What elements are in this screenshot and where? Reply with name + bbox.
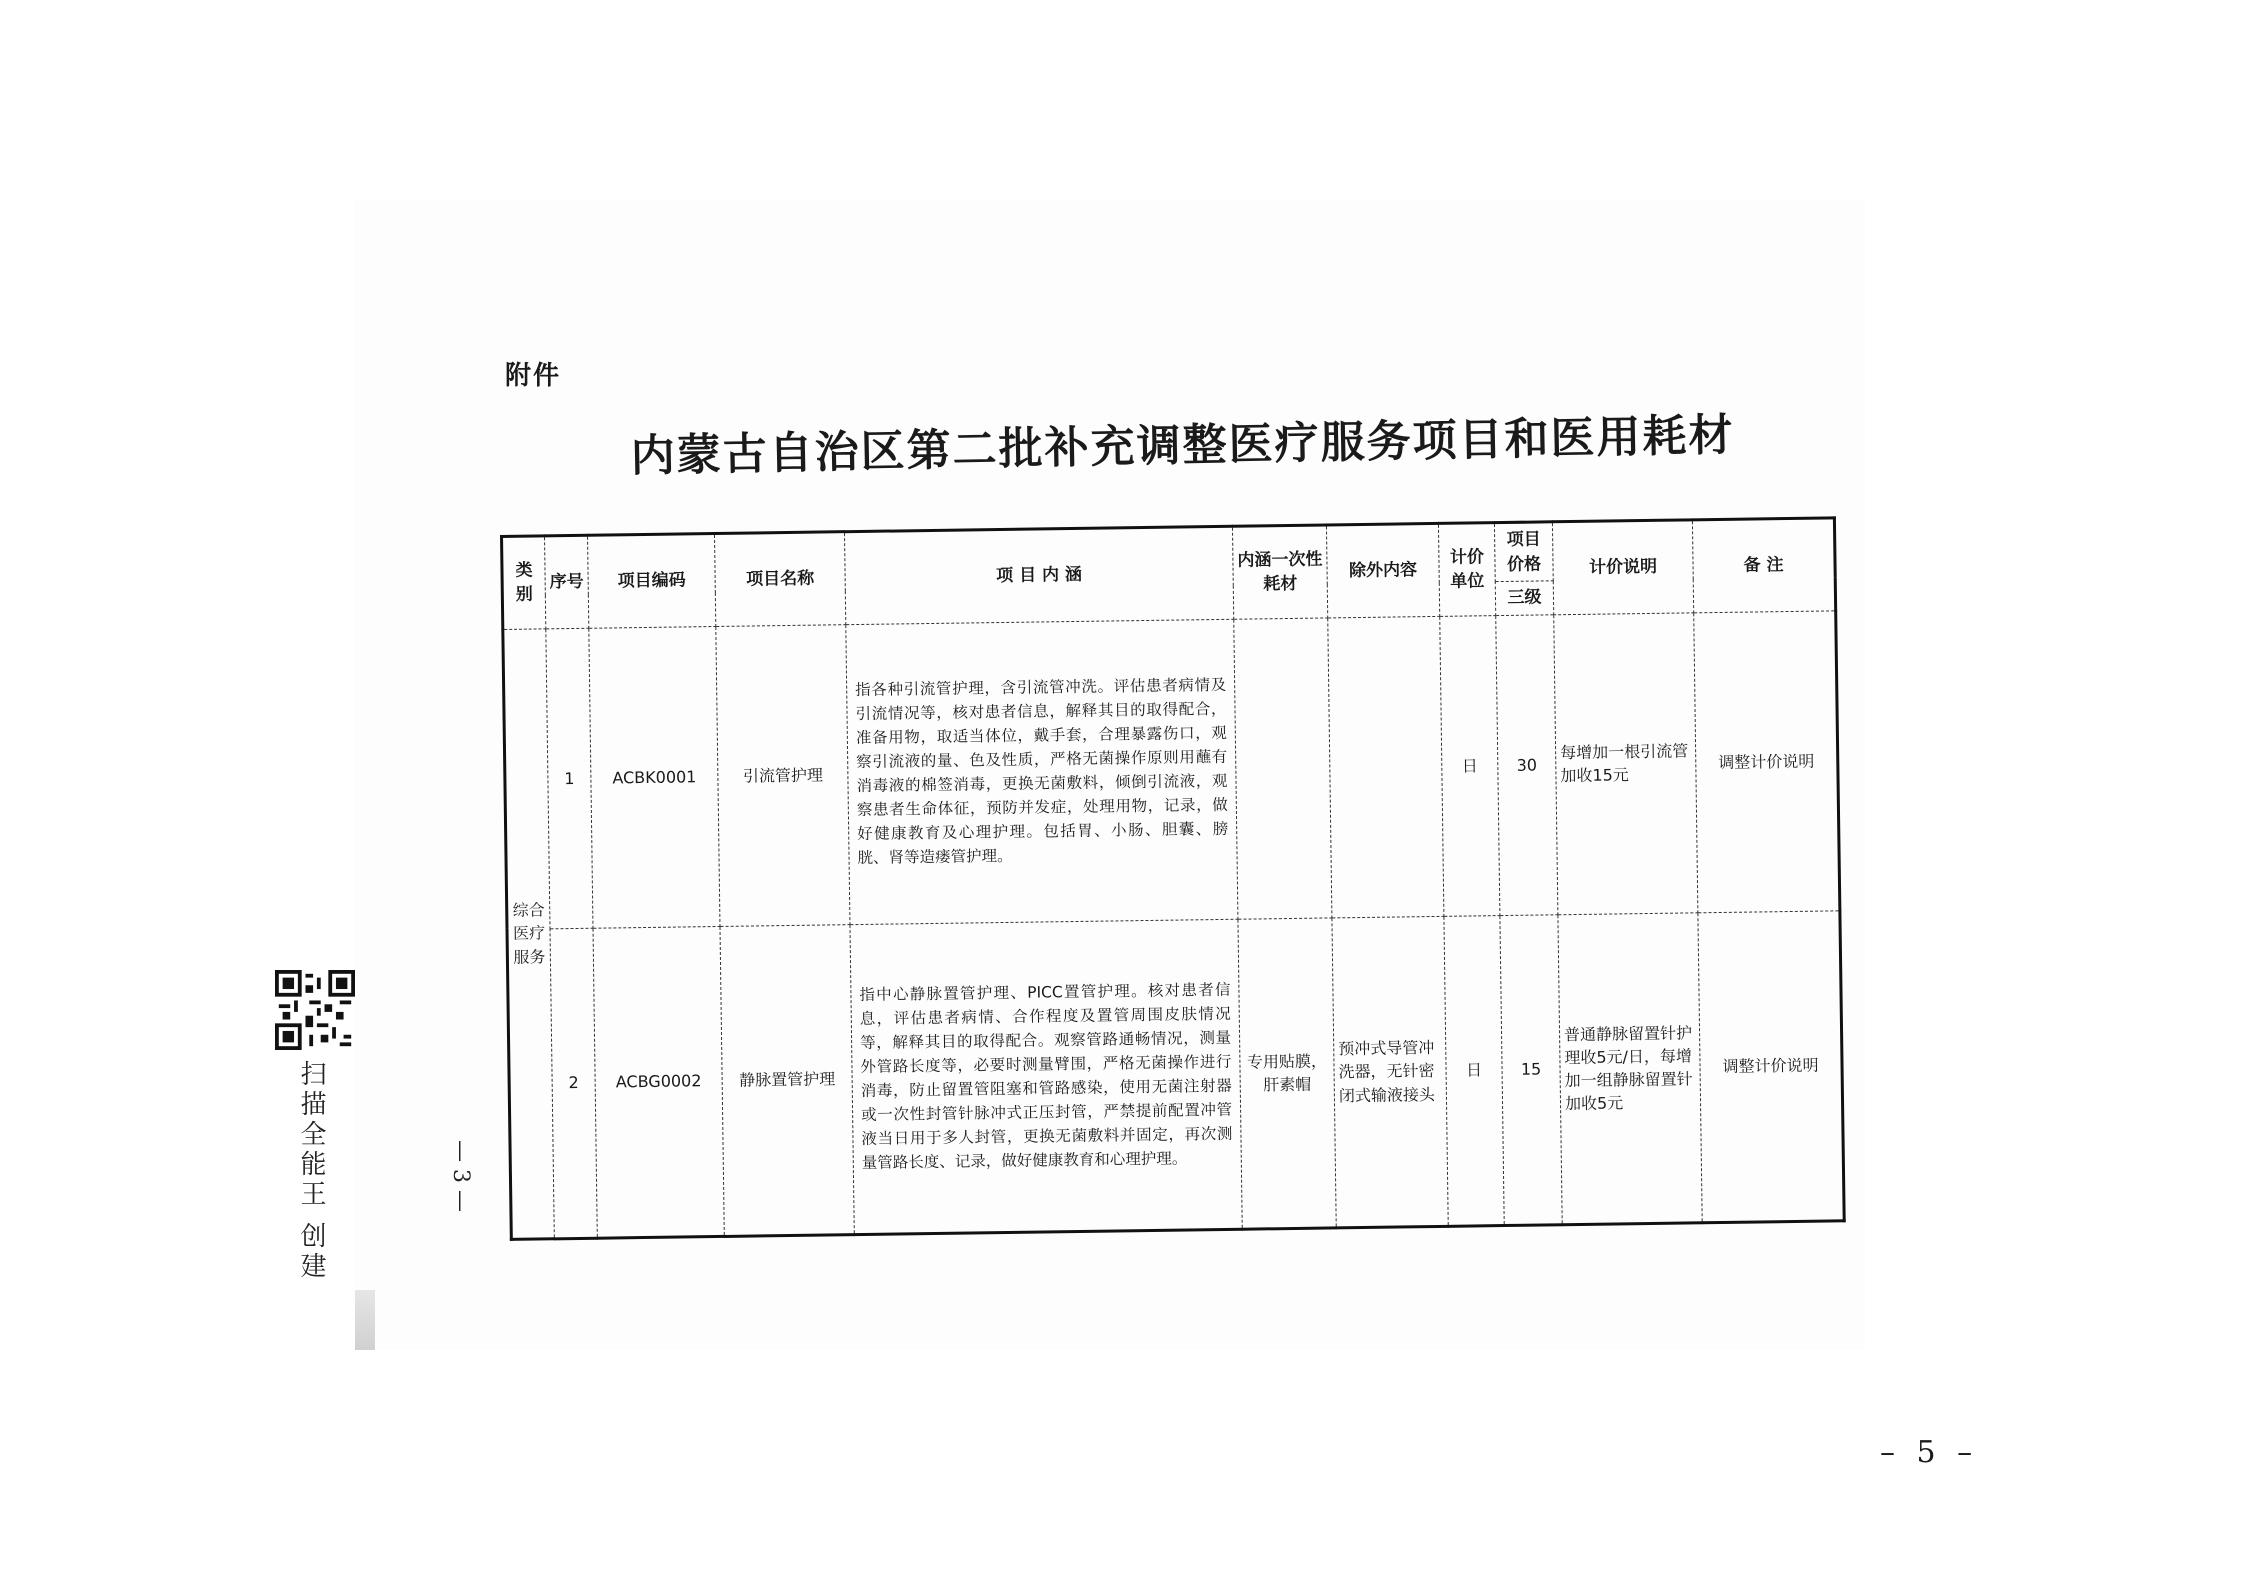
table-row [503, 611, 1840, 930]
pricing-table [500, 516, 1846, 1241]
code-cell: ACBG0002 [593, 926, 724, 1238]
consumable-cell [1234, 618, 1332, 919]
header-category: 类别 [502, 536, 546, 630]
header-code: 项目编码 [588, 534, 716, 629]
scan-shadow [355, 1290, 375, 1350]
excluded-cell: 预冲式导管冲洗器，无针密闭式输液接头 [1332, 916, 1448, 1228]
code-cell: ACBK0001 [589, 626, 720, 928]
page-number: – 5 – [1880, 1435, 1979, 1470]
remarks-cell: 调整计价说明 [1694, 611, 1840, 913]
price-cell: 30 [1496, 615, 1558, 916]
serial-cell: 2 [550, 928, 597, 1239]
unit-cell: 日 [1444, 915, 1504, 1226]
content-cell: 指中心静脉置管护理、PICC置管护理。核对患者信息，评估患者病情、合作程度及置管周围皮肤情况等，解释其目的取得配合。观察管路通畅情况，测量外管路长度等，必要时测量臂围，严格无菌操作进行消毒，防止留置管阻塞和管路感染，使用无菌注射器或一次性封管针脉冲式正压封管，严禁提前配置冲管液当日用于多人封管，更换无菌敷料并固定，再次测量管路长度、记录，做好健康教育和心理护理。 [850, 919, 1242, 1234]
qr-code-icon [275, 970, 355, 1050]
document-title: 内蒙古自治区第二批补充调整医疗服务项目和医用耗材 [630, 409, 1735, 482]
table-container [500, 516, 1846, 1241]
header-serial: 序号 [545, 535, 589, 629]
consumable-cell: 专用贴膜，肝素帽 [1238, 918, 1336, 1229]
name-cell: 引流管护理 [716, 625, 850, 927]
scanner-watermark: 扫描全能王 创建 [296, 1060, 326, 1283]
header-pricing-note: 计价说明 [1552, 520, 1693, 615]
header-content: 项 目 内 涵 [844, 526, 1233, 624]
name-cell: 静脉置管护理 [720, 925, 854, 1237]
header-price-level: 三级 [1495, 581, 1553, 615]
inner-page-number: — 3 — [448, 1140, 473, 1212]
table-row [507, 911, 1844, 1240]
content-cell: 指各种引流管护理，含引流管冲洗。评估患者病情及引流情况等，核对患者信息，解释其目的取得配合，准备用物，取适当体位，戴手套，合理暴露伤口，观察引流液的量、色及性质，严格无菌操作原则用蘸有消毒液的棉签消毒，更换无菌敷料，倾倒引流液，观察患者生命体征，预防并发症，处理用物，记录，做好健康教育及心理护理。包括胃、小肠、胆囊、膀胱、肾等造瘘管护理。 [846, 619, 1238, 924]
attachment-label: 附件 [505, 361, 562, 391]
remarks-cell: 调整计价说明 [1698, 911, 1844, 1223]
pricing-note-cell: 每增加一根引流管加收15元 [1554, 613, 1698, 915]
header-name: 项目名称 [715, 532, 846, 627]
serial-cell: 1 [546, 628, 593, 929]
header-price-group: 项目价格 [1494, 522, 1553, 582]
unit-cell: 日 [1440, 616, 1500, 917]
excluded-cell [1328, 616, 1444, 918]
price-cell: 15 [1500, 915, 1562, 1226]
category-cell: 综合医疗服务 [503, 629, 555, 1240]
header-remarks: 备 注 [1692, 518, 1835, 613]
header-consumable: 内涵一次性耗材 [1232, 525, 1327, 619]
header-excluded: 除外内容 [1326, 523, 1439, 617]
pricing-note-cell: 普通静脉留置针护理收5元/日，每增加一组静脉留置针加收5元 [1558, 913, 1702, 1225]
header-unit: 计价单位 [1438, 523, 1495, 617]
